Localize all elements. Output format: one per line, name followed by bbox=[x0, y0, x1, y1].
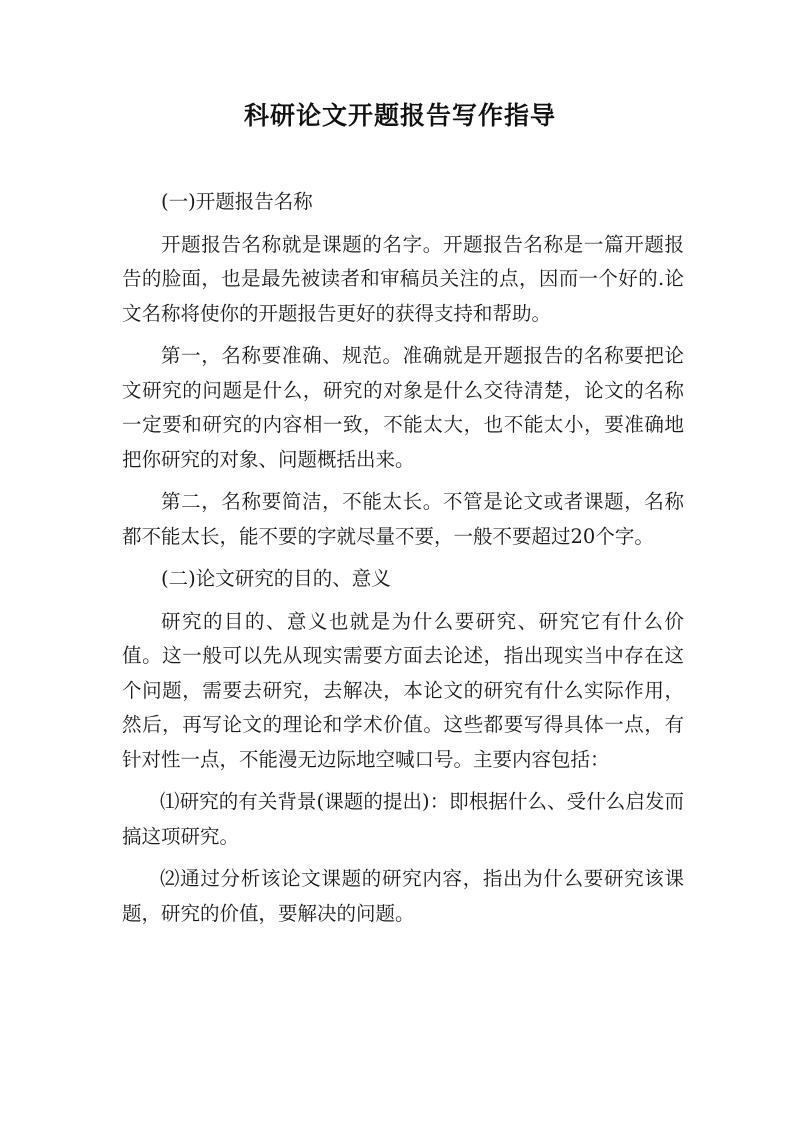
section-heading-2: (二)论文研究的目的、意义 bbox=[161, 567, 391, 590]
list-item-1: ⑴研究的有关背景(课题的提出)：即根据什么、受什么启发而搞这项研究。 bbox=[122, 790, 684, 848]
document-title: 科研论文开题报告写作指导 bbox=[243, 101, 556, 130]
paragraph-2: 第一，名称要准确、规范。准确就是开题报告的名称要把论文研究的问题是什么，研究的对象是什么交待清楚，论文的名称一定要和研究的内容相一致，不能太大，也不能太小，要准确地把你研究的对象、问题概括出来。 bbox=[122, 344, 684, 471]
paragraph-3: 第二，名称要简洁，不能太长。不管是论文或者课题，名称都不能太长，能不要的字就尽量不要，一般不要超过20个字。 bbox=[122, 490, 684, 548]
paragraph-1: 开题报告名称就是课题的名字。开题报告名称是一篇开题报告的脸面，也是最先被读者和审稿员关注的点，因而一个好的.论文名称将使你的开题报告更好的获得支持和帮助。 bbox=[122, 232, 684, 325]
paragraph-4: 研究的目的、意义也就是为什么要研究、研究它有什么价值。这一般可以先从现实需要方面去论述，指出现实当中存在这个问题，需要去研究，去解决，本论文的研究有什么实际作用，然后，再写论文的理论和学术价值。这些都要写得具体一点，有针对性一点，不能漫无边际地空喊口号。主要内容包括： bbox=[122, 609, 684, 771]
list-item-2: ⑵通过分析该论文课题的研究内容，指出为什么要研究该课题，研究的价值，要解决的问题。 bbox=[122, 867, 684, 925]
document-body bbox=[122, 185, 684, 939]
section-heading-1: (一)开题报告名称 bbox=[161, 190, 313, 213]
